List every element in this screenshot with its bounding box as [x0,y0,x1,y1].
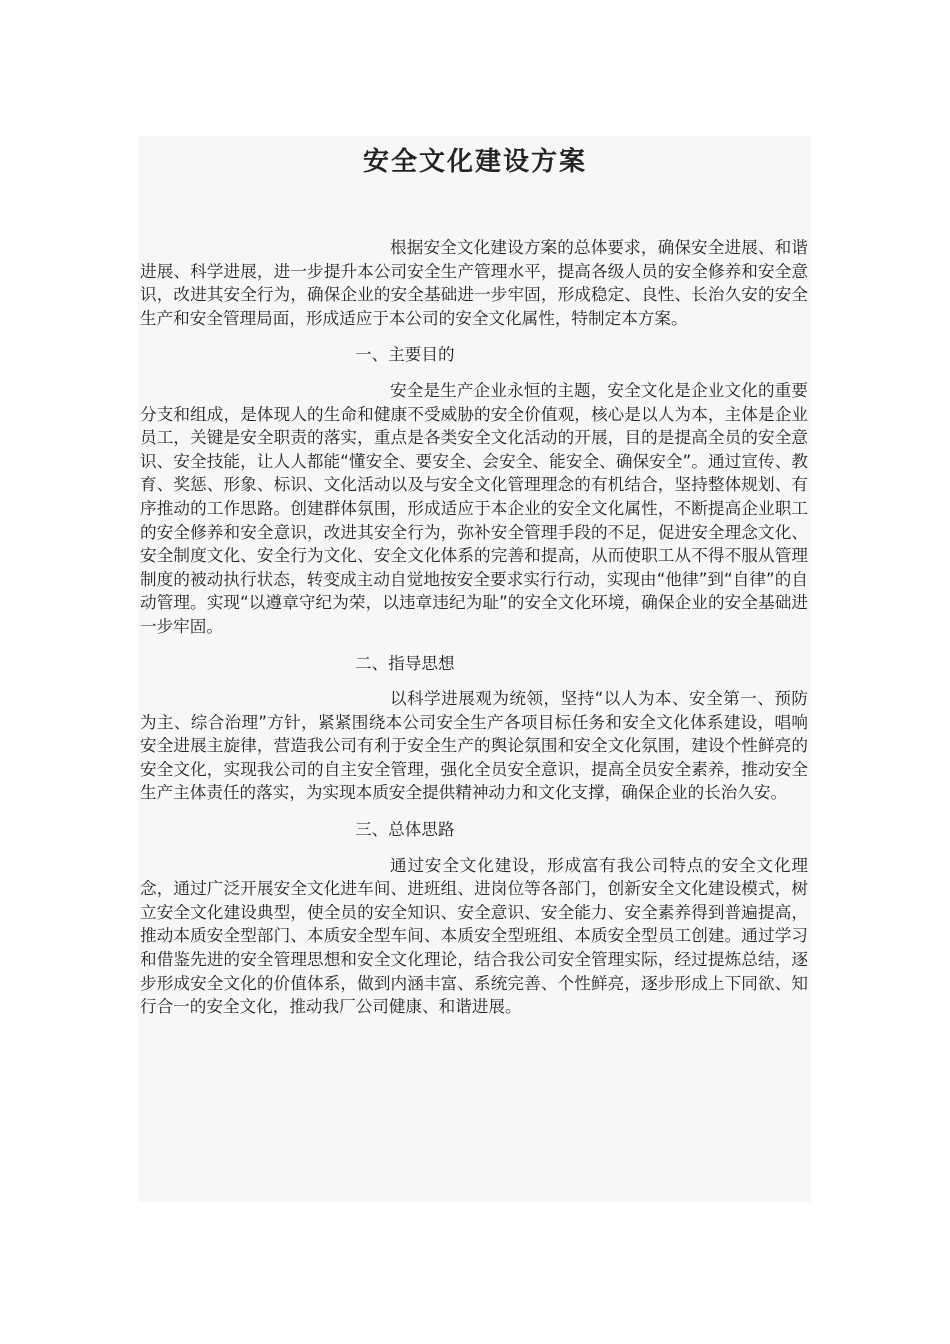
document-title: 安全文化建设方案 [362,147,587,177]
section-heading-purpose: 一、主要目的 [355,345,455,365]
section-paragraph-overall-approach: 通过安全文化建设，形成富有我公司特点的安全文化理念，通过广泛开展安全文化进车间、进班组、进岗位等各部门，创新安全文化建设模式，树立安全文化建设典型，使全员的安全知识、安全意识、安全能力、安全素养得到普遍提高，推动本质安全型部门、本质安全型车间、本质安全型班组、本质安全型员工创建。通过学习和借鉴先进的安全管理思想和安全文化理论，结合我公司安全管理实际，经过提炼总结，逐步形成安全文化的价值体系，做到内涵丰富、系统完善、个性鲜亮，逐步形成上下同欲、知行合一的安全文化，推动我厂公司健康、和谐进展。 [140,855,808,1017]
intro-paragraph: 根据安全文化建设方案的总体要求，确保安全进展、和谐进展、科学进展，进一步提升本公司安全生产管理水平，提高各级人员的安全修养和安全意识，改进其安全行为，确保企业的安全基础进一步牢固，形成稳定、良性、长治久安的安全生产和安全管理局面，形成适应于本公司的安全文化属性，特制定本方案。 [140,238,808,328]
section-paragraph-guiding-ideology: 以科学进展观为统领，坚持“以人为本、安全第一、预防为主、综合治理”方针，紧紧围绕本公司安全生产各项目标任务和安全文化体系建设，唱响安全进展主旋律，营造我公司有利于安全生产的舆论氛围和安全文化氛围，建设个性鲜亮的安全文化，实现我公司的自主安全管理，强化全员安全意识，提高全员安全素养，推动安全生产主体责任的落实，为实现本质安全提供精神动力和文化支撑，确保企业的长治久安。 [140,689,808,803]
section-heading-guiding-ideology: 二、指导思想 [355,653,455,673]
document-body [140,236,808,1019]
section-paragraph-purpose: 安全是生产企业永恒的主题，安全文化是企业文化的重要分支和组成，是体现人的生命和健康不受威胁的安全价值观，核心是以人为本，主体是企业员工，关键是安全职责的落实，重点是各类安全文化活动的开展，目的是提高全员的安全意识、安全技能，让人人都能“懂安全、要安全、会安全、能安全、确保安全”。通过宣传、教育、奖惩、形象、标识、文化活动以及与安全文化管理理念的有机结合，坚持整体规划、有序推动的工作思路。创建群体氛围，形成适应于本企业的安全文化属性，不断提高企业职工的安全修养和安全意识，改进其安全行为，弥补安全管理手段的不足，促进安全理念文化、安全制度文化、安全行为文化、安全文化体系的完善和提高，从而使职工从不得不服从管理制度的被动执行状态，转变成主动自觉地按安全要求实行行动，实现由“他律”到“自律”的自动管理。实现“以遵章守纪为荣，以违章违纪为耻”的安全文化环境，确保企业的安全基础进一步牢固。 [140,380,808,636]
section-heading-overall-approach: 三、总体思路 [355,820,455,840]
